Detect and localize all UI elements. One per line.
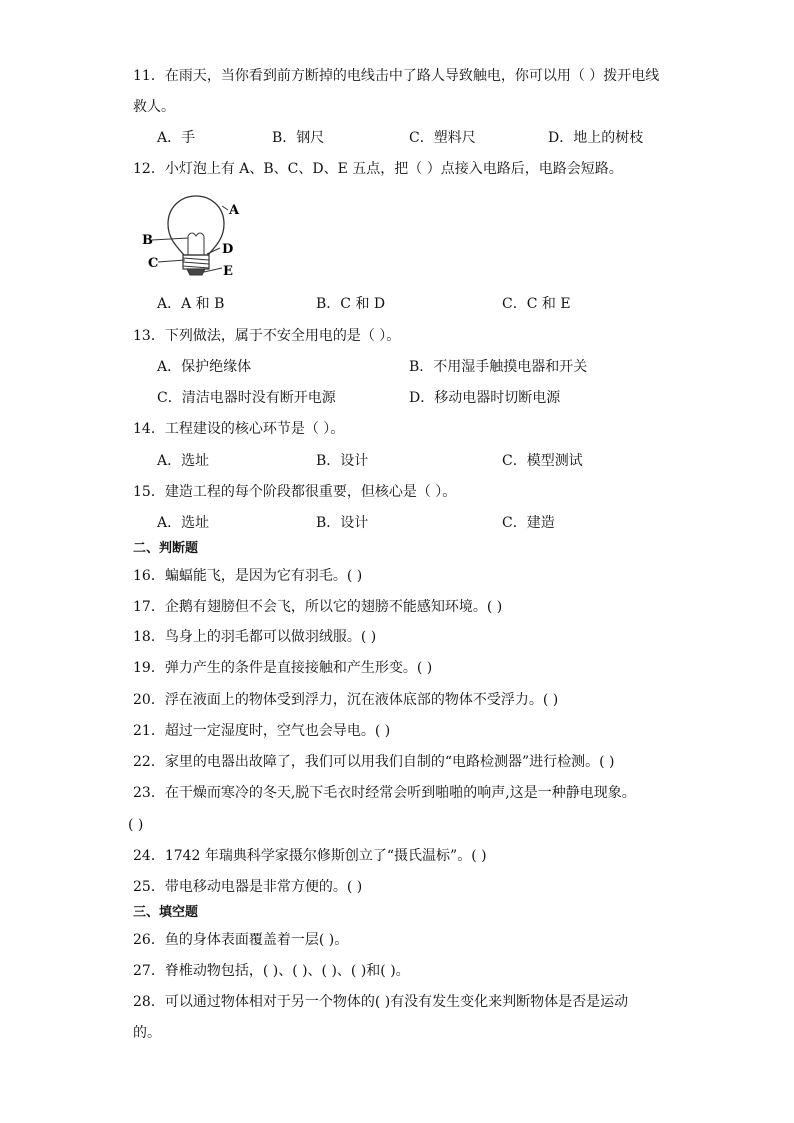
bulb-label-e: E: [223, 264, 233, 279]
q15-option-c[interactable]: C．建造: [502, 515, 555, 531]
bulb-label-a: A: [229, 203, 240, 218]
question-11-line2: 救人。: [133, 99, 175, 115]
q14-option-a[interactable]: A．选址: [157, 453, 210, 469]
question-22: 22．家里的电器出故障了，我们可以用我们自制的“电路检测器”进行检测。( ): [133, 754, 615, 770]
q11-option-d[interactable]: D．地上的树枝: [548, 130, 644, 146]
question-25: 25．带电移动电器是非常方便的。( ): [133, 879, 363, 895]
question-12: 12．小灯泡上有 A、B、C、D、E 五点，把（ ）点接入电路后，电路会短路。: [133, 161, 623, 177]
q15-option-a[interactable]: A．选址: [157, 515, 210, 531]
question-15: 15．建造工程的每个阶段都很重要，但核心是（ ）。: [133, 484, 457, 500]
question-28-line1: 28．可以通过物体相对于另一个物体的( )有没有发生变化来判断物体是否是运动: [133, 994, 629, 1010]
section-heading-judgement: 二、判断题: [133, 541, 199, 556]
q14-option-c[interactable]: C．模型测试: [502, 453, 583, 469]
question-28-line2: 的。: [133, 1025, 161, 1041]
question-26: 26．鱼的身体表面覆盖着一层( )。: [133, 932, 349, 948]
question-21: 21．超过一定湿度时，空气也会导电。( ): [133, 723, 391, 739]
question-27: 27．脊椎动物包括，( )、( )、( )、( )和( )。: [133, 963, 410, 979]
q12-option-c[interactable]: C．C 和 E: [502, 296, 571, 312]
q15-option-b[interactable]: B．设计: [316, 515, 369, 531]
q11-option-c[interactable]: C．塑料尺: [409, 130, 476, 146]
bulb-label-b: B: [142, 233, 153, 248]
question-19: 19．弹力产生的条件是直接接触和产生形变。( ): [133, 660, 433, 676]
q12-option-a[interactable]: A．A 和 B: [157, 296, 225, 312]
bulb-label-d: D: [222, 242, 234, 257]
light-bulb-figure: [140, 192, 240, 284]
question-14: 14．工程建设的核心环节是（ ）。: [133, 421, 345, 437]
q13-option-b[interactable]: B．不用湿手触摸电器和开关: [409, 359, 588, 375]
q11-option-b[interactable]: B．钢尺: [272, 130, 325, 146]
section-heading-fill-blank: 三、填空题: [133, 905, 199, 920]
bulb-label-c: C: [148, 256, 159, 271]
q12-option-b[interactable]: B．C 和 D: [316, 296, 386, 312]
question-23-line1: 23．在干燥而寒冷的冬天,脱下毛衣时经常会听到啪啪的响声,这是一种静电现象。: [133, 785, 636, 801]
question-24: 24．1742 年瑞典科学家摄尔修斯创立了“摄氏温标”。( ): [133, 848, 487, 864]
question-11-line1: 11．在雨天，当你看到前方断掉的电线击中了路人导致触电，你可以用（ ）拨开电线: [133, 68, 660, 84]
q13-option-d[interactable]: D．移动电器时切断电源: [409, 390, 561, 406]
question-13: 13．下列做法，属于不安全用电的是（ ）。: [133, 328, 401, 344]
question-17: 17．企鹅有翅膀但不会飞，所以它的翅膀不能感知环境。( ): [133, 599, 503, 615]
q14-option-b[interactable]: B．设计: [316, 453, 369, 469]
question-18: 18．鸟身上的羽毛都可以做羽绒服。( ): [133, 629, 377, 645]
question-23-line2: ( ): [128, 817, 144, 833]
question-20: 20．浮在液面上的物体受到浮力，沉在液体底部的物体不受浮力。( ): [133, 692, 559, 708]
q13-option-a[interactable]: A．保护绝缘体: [157, 359, 252, 375]
question-16: 16．蝙蝠能飞，是因为它有羽毛。( ): [133, 568, 363, 584]
q11-option-a[interactable]: A．手: [157, 130, 196, 146]
q13-option-c[interactable]: C．清洁电器时没有断开电源: [157, 390, 336, 406]
